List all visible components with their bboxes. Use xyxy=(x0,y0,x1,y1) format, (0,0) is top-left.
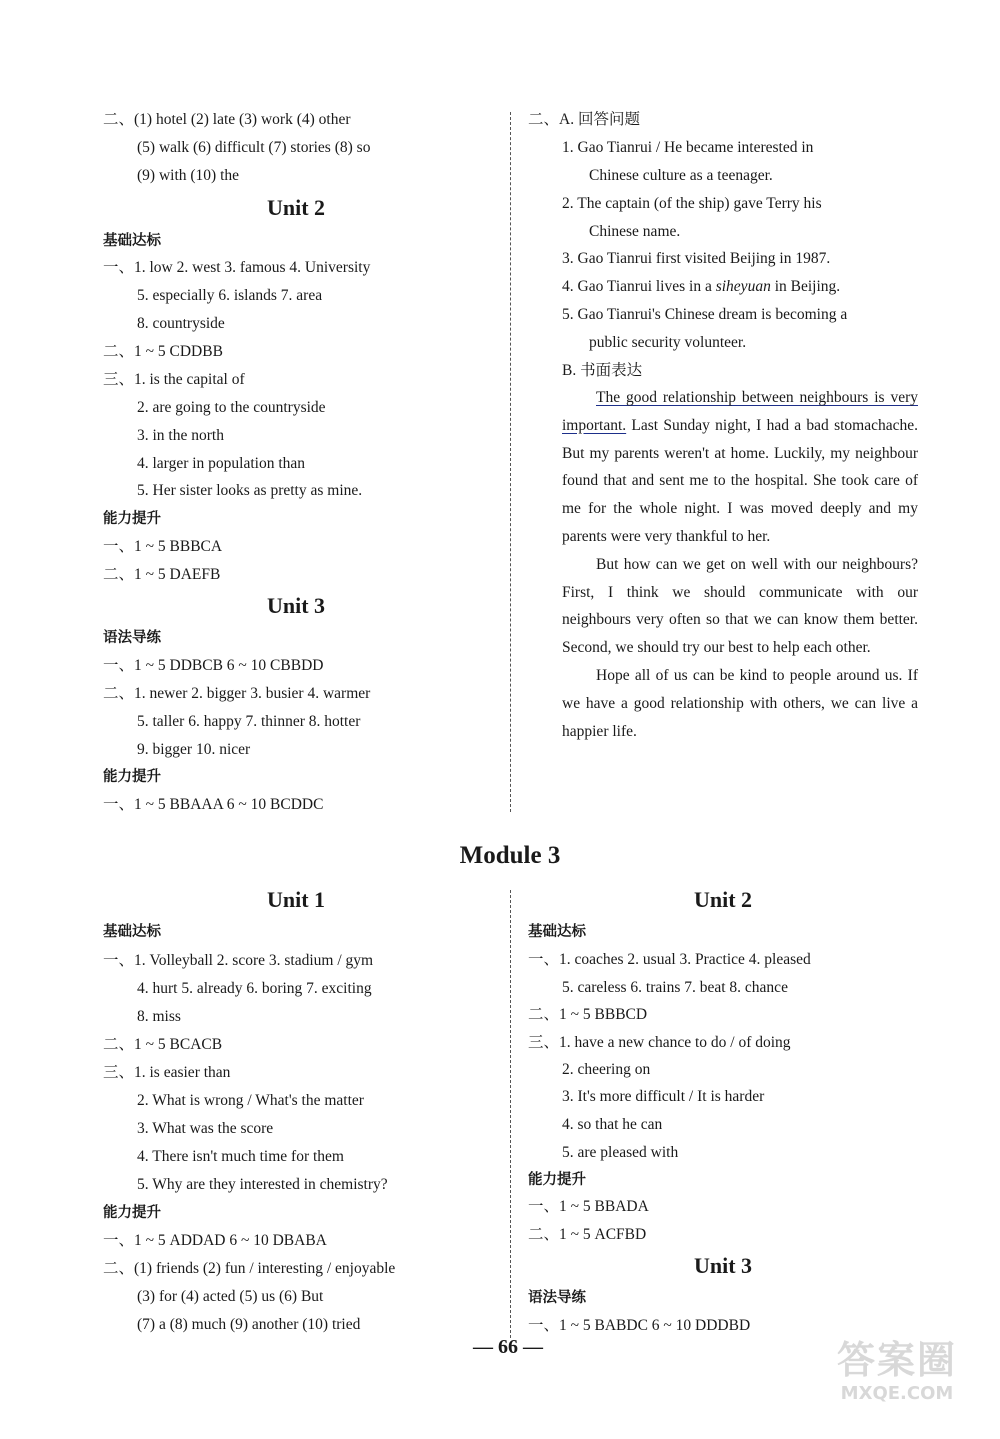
answer-line: 一、1 ~ 5 DDBCB 6 ~ 10 CBBDD xyxy=(103,657,324,674)
section-heading: 基础达标 xyxy=(103,233,161,249)
essay-paragraph xyxy=(562,384,918,551)
answer-line: 二、(1) friends (2) fun / interesting / enjoyable xyxy=(103,1260,396,1277)
answer-line: 4. so that he can xyxy=(562,1116,663,1133)
answer-line: 8. miss xyxy=(137,1008,181,1025)
unit-heading: Unit 2 xyxy=(266,195,326,220)
answer-line: 一、1 ~ 5 ADDAD 6 ~ 10 DBABA xyxy=(103,1232,327,1249)
answer-line: public security volunteer. xyxy=(589,334,747,351)
watermark-logo xyxy=(822,1337,972,1417)
answer-line: 3. It's more difficult / It is harder xyxy=(562,1088,765,1105)
answer-line: Chinese name. xyxy=(589,223,681,240)
answer-line: 5. Why are they interested in chemistry? xyxy=(137,1176,388,1193)
essay-text: Last Sunday night, I had a bad stomachache. But my parents weren't at home. Luckily, my neighbour found that and sent me to the hospital. She took care of me for the whole night. I was moved deeply and my parents were very thankful to her. xyxy=(562,416,918,545)
answer-line: 3. Gao Tianrui first visited Beijing in 1987. xyxy=(562,250,831,267)
answer-line: 5. especially 6. islands 7. area xyxy=(137,287,323,304)
answer-line: 一、1. low 2. west 3. famous 4. University xyxy=(103,259,371,276)
column-divider xyxy=(510,890,511,1338)
answer-line: Chinese culture as a teenager. xyxy=(589,167,773,184)
section-heading: 能力提升 xyxy=(103,1205,161,1221)
answer-line: 二、1 ~ 5 ACFBD xyxy=(528,1226,647,1243)
answer-line: 3. What was the score xyxy=(137,1120,274,1137)
answer-line: 二、1 ~ 5 DAEFB xyxy=(103,566,221,583)
answer-line: 5. are pleased with xyxy=(562,1144,679,1161)
answer-line: 三、1. have a new chance to do / of doing xyxy=(528,1034,791,1051)
answer-text: in Beijing. xyxy=(770,278,841,295)
answer-line: 一、1. coaches 2. usual 3. Practice 4. pleased xyxy=(528,951,811,968)
column-divider xyxy=(510,112,511,812)
answer-line xyxy=(562,277,840,297)
answer-line: 2. are going to the countryside xyxy=(137,399,326,416)
essay-paragraph: But how can we get on well with our neighbours? First, I think we should communicate with our neighbours very often so that we can know them better. Second, we should try our best to help each other. xyxy=(562,555,918,657)
answer-line: 二、(1) hotel (2) late (3) work (4) other xyxy=(103,111,351,128)
answer-line: 二、A. 回答问题 xyxy=(528,111,640,128)
essay xyxy=(562,384,918,745)
essay-paragraph: Hope all of us can be kind to people around us. If we have a good relationship with others, we can live a happier life. xyxy=(562,666,918,740)
section-heading: 语法导练 xyxy=(103,630,161,646)
answer-line: 三、1. is easier than xyxy=(103,1064,231,1081)
unit-heading: Unit 3 xyxy=(693,1253,753,1278)
module-heading: Module 3 xyxy=(459,842,561,869)
answer-text: 4. Gao Tianrui lives in a xyxy=(562,278,716,295)
answer-line: (7) a (8) much (9) another (10) tried xyxy=(137,1316,361,1333)
section-heading: 能力提升 xyxy=(528,1172,586,1188)
answer-line: 二、1 ~ 5 BBBCD xyxy=(528,1006,648,1023)
section-heading: 语法导练 xyxy=(528,1290,586,1306)
section-heading: 能力提升 xyxy=(103,511,161,527)
answer-line: 一、1 ~ 5 BABDC 6 ~ 10 DDDBD xyxy=(528,1317,751,1334)
answer-line: (3) for (4) acted (5) us (6) But xyxy=(137,1288,324,1305)
answer-line: 5. careless 6. trains 7. beat 8. chance xyxy=(562,979,788,996)
watermark-url: MXQE.COM xyxy=(840,1383,954,1404)
answer-line: 一、1 ~ 5 BBADA xyxy=(528,1198,649,1215)
italic-term: siheyuan xyxy=(715,278,771,295)
answer-line: 一、1 ~ 5 BBAAA 6 ~ 10 BCDDC xyxy=(103,796,324,813)
answer-line: 2. The captain (of the ship) gave Terry his xyxy=(562,195,822,212)
answer-line: 一、1 ~ 5 BBBCA xyxy=(103,538,223,555)
answer-line: (5) walk (6) difficult (7) stories (8) so xyxy=(137,139,371,156)
unit-heading: Unit 1 xyxy=(266,887,326,912)
answer-line: 二、1. newer 2. bigger 3. busier 4. warmer xyxy=(103,685,371,702)
answer-line: 3. in the north xyxy=(137,427,224,444)
answer-line: 1. Gao Tianrui / He became interested in xyxy=(562,139,814,156)
page-number: — 66 — xyxy=(473,1336,543,1358)
unit-heading: Unit 2 xyxy=(693,887,753,912)
section-heading: 基础达标 xyxy=(103,924,161,940)
answer-line: 5. Her sister looks as pretty as mine. xyxy=(137,482,363,499)
section-heading: 能力提升 xyxy=(103,769,161,785)
answer-line: 4. larger in population than xyxy=(137,455,306,472)
answer-line: 2. What is wrong / What's the matter xyxy=(137,1092,364,1109)
answer-line: 9. bigger 10. nicer xyxy=(137,741,251,758)
answer-line: 三、1. is the capital of xyxy=(103,371,245,388)
answer-line: 5. taller 6. happy 7. thinner 8. hotter xyxy=(137,713,361,730)
answer-line: 二、1 ~ 5 BCACB xyxy=(103,1036,223,1053)
answer-line: 8. countryside xyxy=(137,315,225,332)
unit-heading: Unit 3 xyxy=(266,593,326,618)
answer-line: 2. cheering on xyxy=(562,1061,651,1078)
answer-line: 4. There isn't much time for them xyxy=(137,1148,344,1165)
answer-line: 一、1. Volleyball 2. score 3. stadium / gym xyxy=(103,952,374,969)
section-heading: 基础达标 xyxy=(528,924,586,940)
essay-topic-sentence: The good relationship between neighbours is very important. xyxy=(562,389,918,434)
answer-line: (9) with (10) the xyxy=(137,167,240,184)
answer-line: B. 书面表达 xyxy=(562,362,643,379)
answer-line: 5. Gao Tianrui's Chinese dream is becoming a xyxy=(562,306,848,323)
answer-line: 4. hurt 5. already 6. boring 7. exciting xyxy=(137,980,372,997)
watermark-text: 答案圈 xyxy=(836,1338,957,1382)
answer-line: 二、1 ~ 5 CDDBB xyxy=(103,343,223,360)
